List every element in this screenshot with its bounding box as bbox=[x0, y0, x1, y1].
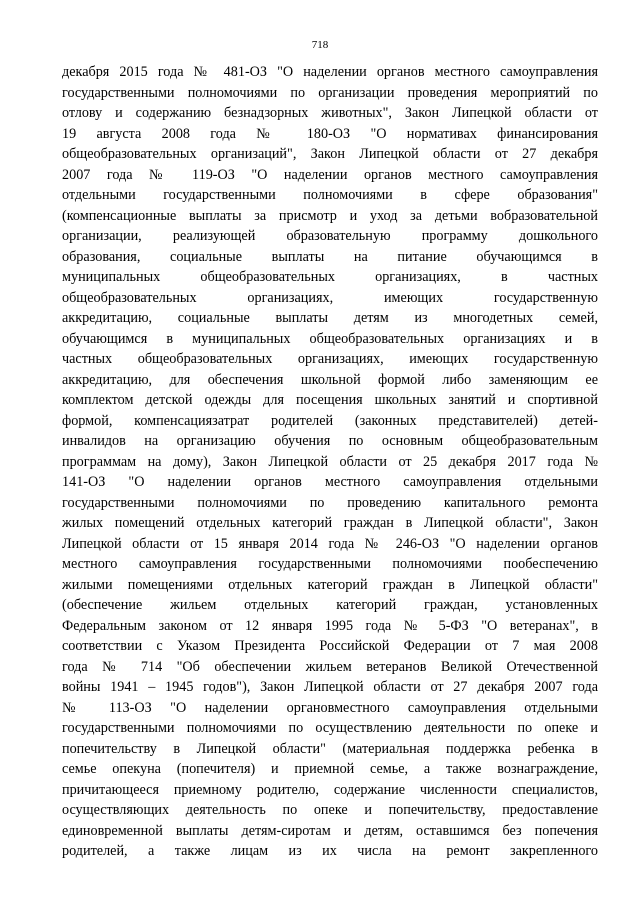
text-line: отлову и содержанию безнадзорных животных", Закон Липецкой области от bbox=[62, 105, 598, 121]
text-line: 2007 года № 119-ОЗ "О наделении органов местного самоуправления bbox=[62, 166, 598, 183]
text-line: осуществляющих деятельность по опеке и попечительству, предоставление bbox=[62, 802, 598, 818]
text-line: государственными полномочиями по проведению капитального ремонта bbox=[62, 494, 598, 511]
text-line: программам на дому), Закон Липецкой области от 25 декабря 2017 года № bbox=[62, 453, 598, 470]
text-line: комплектом детской одежды для посещения школьных занятий и спортивной bbox=[62, 392, 598, 408]
text-line: частных общеобразовательных организациях, имеющих государственную bbox=[62, 351, 598, 367]
text-line: жилыми помещениями отдельных категорий граждан в Липецкой области" bbox=[62, 576, 598, 593]
text-line: жилых помещений отдельных категорий граждан в Липецкой области", Закон bbox=[62, 515, 598, 531]
text-line: организации, реализующей образовательную программу дошкольного bbox=[62, 228, 598, 244]
text-line: обучающимся в муниципальных общеобразовательных организациях и в bbox=[62, 330, 598, 347]
text-line: 19 августа 2008 года № 180-ОЗ "О нормативах финансирования bbox=[62, 125, 598, 142]
text-line: года № 714 "Об обеспечении жильем ветеранов Великой Отечественной bbox=[62, 658, 598, 675]
text-line: Липецкой области от 15 января 2014 года № 246-ОЗ "О наделении органов bbox=[62, 535, 598, 552]
text-line: декабря 2015 года № 481-ОЗ "О наделении органов местного самоуправления bbox=[62, 64, 598, 80]
text-line: (обеспечение жильем отдельных категорий граждан, установленных bbox=[62, 597, 598, 613]
text-line: аккредитацию, для обеспечения школьной формой либо заменяющим ее bbox=[62, 371, 598, 388]
text-line: местного самоуправления государственными полномочиями пообеспечению bbox=[62, 556, 598, 572]
text-line: (компенсационные выплаты за присмотр и уход за детьми вобразовательной bbox=[62, 207, 598, 224]
text-line: аккредитацию, социальные выплаты детям из многодетных семей, bbox=[62, 310, 598, 326]
text-line: 141-ОЗ "О наделении органов местного самоуправления отдельными bbox=[62, 474, 598, 490]
text-line: государственными полномочиями по осуществлению деятельности по опеке и bbox=[62, 720, 598, 736]
text-line: № 113-ОЗ "О наделении органовместного самоуправления отдельными bbox=[62, 699, 598, 716]
text-line: формой, компенсациязатрат родителей (законных представителей) детей- bbox=[62, 412, 598, 429]
text-line: попечительству в Липецкой области" (материальная поддержка ребенка в bbox=[62, 740, 598, 757]
text-line: инвалидов на организацию обучения по основным общеобразовательным bbox=[62, 433, 598, 449]
page-number: 718 bbox=[311, 39, 329, 51]
text-line: родителей, а также лицам из их числа на ремонт закрепленного bbox=[62, 843, 598, 859]
text-line: общеобразовательных организациях, имеющих государственную bbox=[62, 289, 598, 306]
text-line: общеобразовательных организаций", Закон Липецкой области от 27 декабря bbox=[62, 146, 598, 162]
text-line: соответствии с Указом Президента Российской Федерации от 7 мая 2008 bbox=[62, 638, 598, 654]
text-line: Федеральным законом от 12 января 1995 года № 5-ФЗ "О ветеранах", в bbox=[62, 617, 598, 634]
text-line: войны 1941 – 1945 годов"), Закон Липецкой области от 27 декабря 2007 года bbox=[62, 679, 598, 695]
text-line: образования, социальные выплаты на питание обучающимся в bbox=[62, 248, 598, 265]
text-line: муниципальных общеобразовательных организациях, в частных bbox=[62, 269, 598, 285]
text-line: государственными полномочиями по организации проведения мероприятий по bbox=[62, 84, 598, 101]
text-line: семье опекуна (попечителя) и приемной семье, а также вознаграждение, bbox=[62, 761, 598, 777]
text-line: отдельными государственными полномочиями в сфере образования" bbox=[62, 187, 598, 203]
document-body bbox=[62, 62, 598, 862]
text-line: причитающееся приемному родителю, содержание численности специалистов, bbox=[62, 781, 598, 798]
text-line: единовременной выплаты детям-сиротам и детям, оставшимся без попечения bbox=[62, 822, 598, 839]
